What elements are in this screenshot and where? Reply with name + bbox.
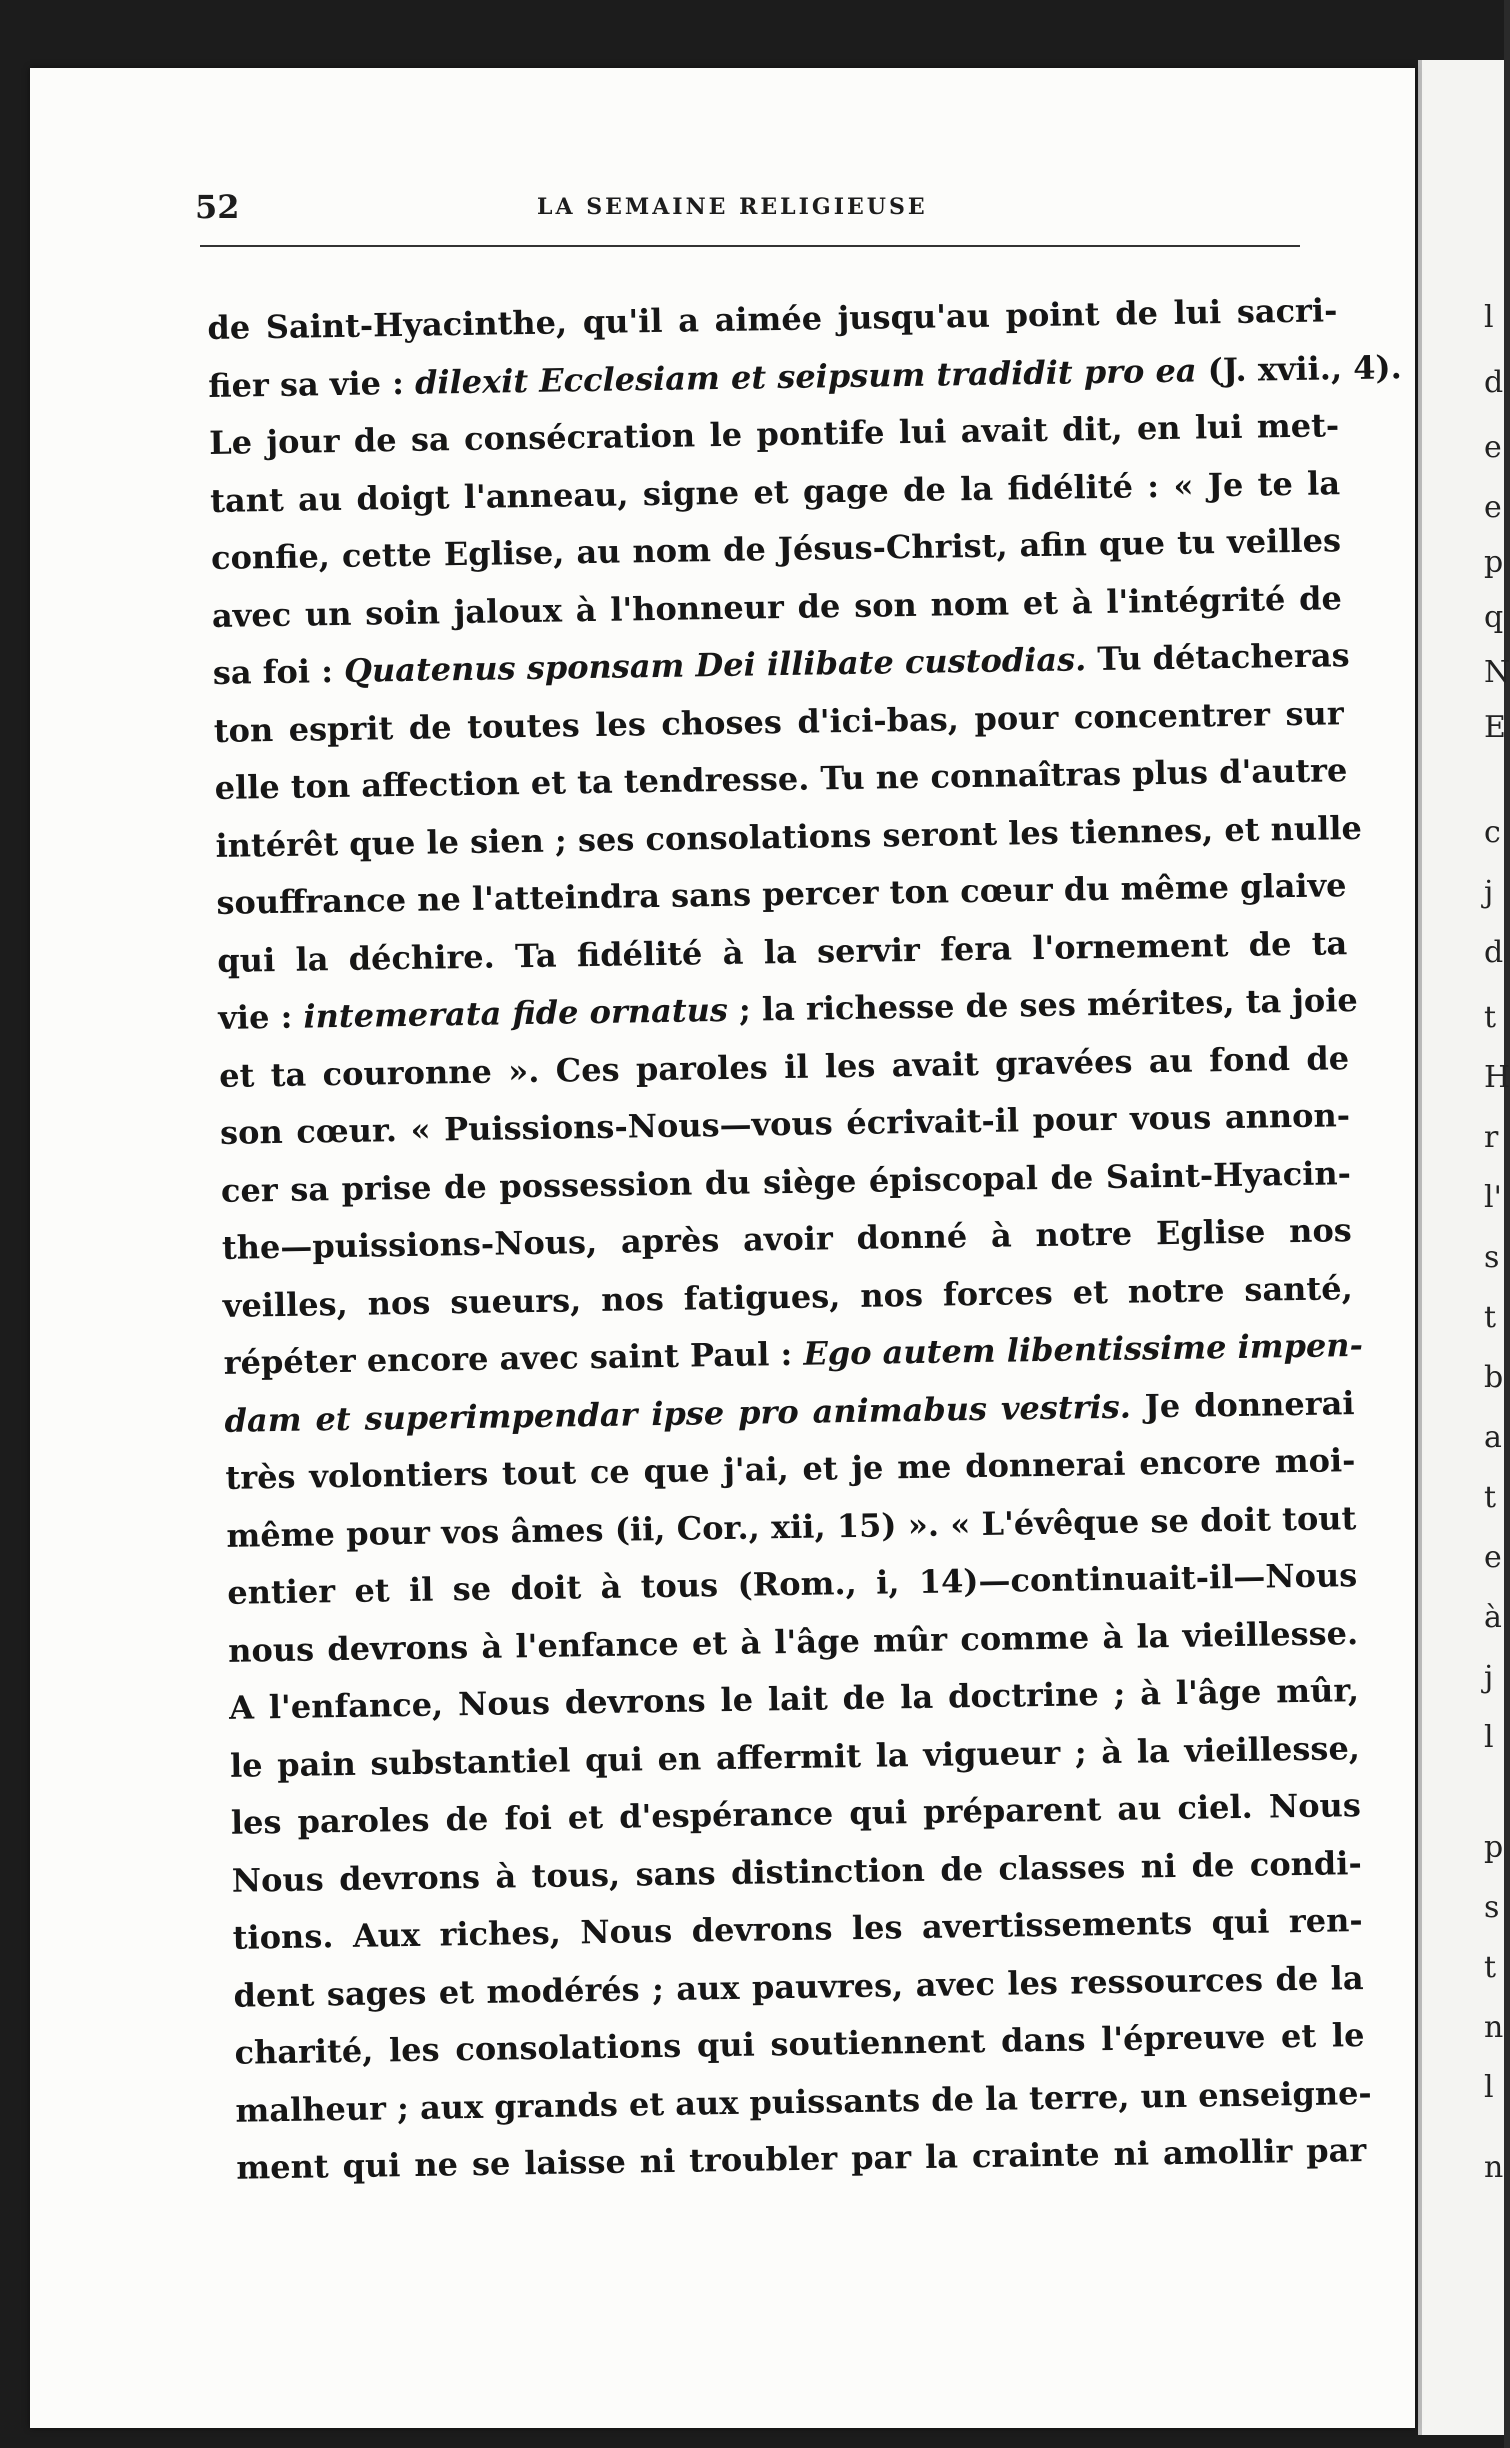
next-page-fragment: t: [1484, 1480, 1497, 1515]
latin-quote: Quatenus sponsam Dei illibate custodias.: [343, 640, 1087, 690]
text-run: ; la richesse de ses mérites, ta joie: [727, 981, 1359, 1029]
text-line: qui la déchire. Ta fidélité à la servir fera l'ornement de ta: [217, 923, 1348, 980]
text-line: son cœur. « Puissions-Nous—vous écrivait-il pour vous annon-: [219, 1096, 1351, 1152]
text-line: Nous devrons à tous, sans distinction de classes ni de condi-: [231, 1843, 1362, 1900]
text-line: et ta couronne ». Ces paroles il les avait gravées au fond de: [218, 1038, 1350, 1095]
text-line: veilles, nos sueurs, nos fatigues, nos forces et notre santé,: [222, 1268, 1353, 1325]
latin-quote: intemerata fide ornatus: [303, 990, 729, 1036]
next-page-fragment: l: [1484, 2070, 1494, 2105]
text-run: fier sa vie :: [208, 363, 416, 405]
text-line: ment qui ne se laisse ni troubler par la crainte ni amollir par: [236, 2131, 1367, 2187]
next-page-fragment: l: [1484, 300, 1494, 335]
next-page-fragment: a: [1484, 1420, 1502, 1455]
text-line: cer sa prise de possession du siège épiscopal de Saint-Hyacin-: [220, 1153, 1352, 1210]
text-run: (J. xvii., 4).: [1196, 347, 1403, 389]
next-page-fragment: e: [1484, 430, 1502, 465]
next-page-fragment: j: [1484, 875, 1494, 910]
next-page-fragment: à: [1484, 1600, 1502, 1635]
next-page-fragment: e: [1484, 490, 1502, 525]
text-line: ton esprit de toutes les choses d'ici-bas, pour concentrer sur: [213, 693, 1344, 750]
next-page-fragment: p: [1484, 1830, 1504, 1865]
text-run: vie :: [217, 997, 304, 1037]
text-line: très volontiers tout ce que j'ai, et je me donnerai encore moi-: [225, 1441, 1356, 1497]
text-line: avec un soin jaloux à l'honneur de son nom et à l'intégrité de: [211, 578, 1343, 635]
page-gutter-shadow: [1418, 60, 1422, 2435]
next-page-fragment: t: [1484, 1000, 1497, 1035]
text-line: même pour vos âmes (ii, Cor., xii, 15) ». « L'évêque se doit tout: [226, 1498, 1357, 1555]
page-header: [195, 188, 1295, 228]
text-run: Je donnerai: [1130, 1383, 1355, 1426]
next-page-fragment: l: [1484, 1720, 1494, 1755]
text-line: les paroles de foi et d'espérance qui préparent au ciel. Nous: [230, 1786, 1362, 1842]
text-line: intérêt que le sien ; ses consolations seront les tiennes, et nulle: [215, 808, 1363, 865]
next-page-fragment: q: [1484, 600, 1504, 635]
text-line: dent sages et modérés ; aux pauvres, avec les ressources de la: [233, 1958, 1364, 2015]
adjacent-page-edge: [1418, 60, 1510, 2435]
next-page-fragment: n: [1484, 2150, 1504, 2185]
next-page-fragment: s: [1484, 1890, 1500, 1925]
text-run: répéter encore avec saint Paul :: [223, 1334, 804, 1382]
text-line: le pain substantiel qui en affermit la vigueur ; à la vieillesse,: [229, 1728, 1361, 1785]
text-line: entier et il se doit à tous (Rom., i, 14)—continuait-il—Nous: [227, 1556, 1358, 1612]
next-page-fragment: t: [1484, 1950, 1497, 1985]
next-page-fragment: c: [1484, 815, 1501, 850]
text-line: malheur ; aux grands et aux puissants de la terre, un enseigne-: [235, 2073, 1372, 2130]
text-line: Le jour de sa consécration le pontife lui avait dit, en lui met-: [208, 406, 1340, 462]
next-page-fragment: r: [1484, 1120, 1499, 1155]
text-run: sa foi :: [212, 651, 345, 692]
text-line: de Saint-Hyacinthe, qu'il a aimée jusqu'au point de lui sacri-: [207, 291, 1338, 347]
text-line: confie, cette Eglise, au nom de Jésus-Christ, afin que tu veilles: [210, 521, 1342, 577]
next-page-fragment: e: [1484, 1540, 1502, 1575]
next-page-fragment: H: [1484, 1060, 1510, 1095]
latin-quote: dam et superimpendar ipse pro animabus vestris.: [224, 1387, 1132, 1440]
text-line: nous devrons à l'enfance et à l'âge mûr comme à la vieillesse.: [227, 1613, 1359, 1670]
text-line: souffrance ne l'atteindra sans percer ton cœur du même glaive: [216, 866, 1347, 922]
page-number: 52: [195, 188, 240, 226]
next-page-fragment: t: [1484, 1300, 1497, 1335]
latin-quote: Ego autem libentissime impen-: [803, 1325, 1364, 1373]
body-text: [207, 282, 1403, 2197]
next-page-fragment: d: [1484, 935, 1504, 970]
next-page-fragment: N: [1484, 655, 1510, 690]
text-line: charité, les consolations qui soutiennent dans l'épreuve et le: [234, 2016, 1365, 2072]
next-page-fragment: E: [1484, 710, 1506, 745]
text-line: elle ton affection et ta tendresse. Tu ne connaîtras plus d'autre: [214, 751, 1348, 807]
next-page-fragment: l': [1484, 1180, 1502, 1215]
next-page-fragment: n: [1484, 2010, 1504, 2045]
text-line: the—puissions-Nous, après avoir donné à notre Eglise nos: [221, 1211, 1353, 1267]
text-line: tions. Aux riches, Nous devrons les avertissements qui ren-: [232, 1901, 1363, 1957]
next-page-fragment: d: [1484, 365, 1504, 400]
text-run: Tu détacheras: [1085, 636, 1350, 679]
next-page-fragment: s: [1484, 1240, 1500, 1275]
text-line: A l'enfance, Nous devrons le lait de la doctrine ; à l'âge mûr,: [228, 1671, 1360, 1727]
latin-quote: dilexit Ecclesiam et seipsum tradidit pro ea: [414, 350, 1197, 402]
next-page-fragment: j: [1484, 1660, 1494, 1695]
next-page-fragment: b: [1484, 1360, 1504, 1395]
header-rule: [200, 245, 1300, 247]
running-title: LA SEMAINE RELIGIEUSE: [537, 194, 928, 220]
text-line: tant au doigt l'anneau, signe et gage de la fidélité : « Je te la: [209, 463, 1341, 520]
next-page-fragment: p: [1484, 545, 1504, 580]
